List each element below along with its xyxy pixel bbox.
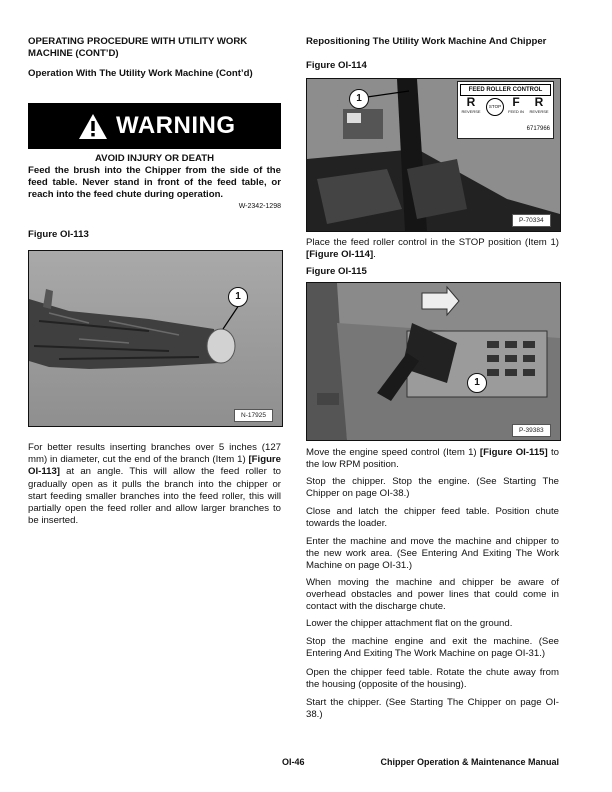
warning-banner [28,103,281,149]
decal-r2-sub: REVERSE [529,109,549,114]
right-section-heading: Repositioning The Utility Work Machine And Chipper [306,36,547,47]
branch-illustration [29,251,282,426]
figure-115-code: P-39383 [512,424,551,437]
decal-stop: STOP [486,98,504,116]
warning-triangle-icon [78,113,108,140]
left-body-text-cont: at an angle. This will allow the feed roller to gradually open as it pulls the branch into the chipper or start feeding smaller branches into the feed roller, this will partially open the feed roller and allow larger branches to be inserted. [28,466,281,527]
decal-reverse-left [460,96,482,114]
figure-113-label: Figure OI-113 [28,229,89,240]
para-close-feed-table: Close and latch the chipper feed table. Position chute towards the loader. [306,506,559,530]
figure-113-code: N-17925 [234,409,273,422]
decal-reverse-right [528,96,550,114]
section-heading: OPERATING PROCEDURE WITH UTILITY WORK MACHINE (CONT’D) [28,36,248,59]
para-open-feed-table: Open the chipper feed table. Rotate the chute away from the housing (opposite of the housing). [306,667,559,691]
para-engine-speed [306,447,559,471]
decal-r1: R [466,95,476,109]
manual-title: Chipper Operation & Maintenance Manual [380,757,559,767]
para-start-chipper: Start the chipper. (See Starting The Chipper on page OI-38.) [306,697,559,721]
warning-code: W-2342-1298 [238,203,281,210]
page-number: OI-46 [282,757,305,767]
para2-end: to the low RPM position. [306,447,560,471]
figure-114-callout: 1 [349,89,369,109]
para-stop-chipper: Stop the chipper. Stop the engine. (See Starting The Chipper on page OI-38.) [306,476,559,500]
feed-roller-decal [457,81,554,139]
figure-115-label: Figure OI-115 [306,266,367,277]
figure-114-reference: [Figure OI-114] [306,249,374,261]
decal-part-number: 6717966 [526,126,550,132]
warning-text: Feed the brush into the Chipper from the side of the feed table. Never stand in front of the feed table, or reach into the feed chute during operation. [28,165,281,201]
figure-114-label: Figure OI-114 [306,60,367,71]
warning-subtitle: AVOID INJURY OR DEATH [94,153,215,164]
para-stop-engine: Stop the machine engine and exit the machine. (See Entering And Exiting The Work Machine on page OI-31.) [306,636,559,660]
engine-speed-control-illustration [307,283,560,440]
figure-115-photo [306,282,561,441]
para2-text: Move the engine speed control (Item 1) [306,447,480,458]
left-body-paragraph [28,442,281,527]
para-move-machine: Enter the machine and move the machine and chipper to the new work area. (See Entering And Exiting The Work Machine on page OI-31.) [306,536,559,572]
figure-115-reference: [Figure OI-115] [479,447,548,458]
para1-text: Place the feed roller control in the STOP position (Item 1) [306,237,559,248]
figure-113-photo [28,250,283,427]
subsection-heading: Operation With The Utility Work Machine (Cont’d) [28,68,253,79]
figure-114-code: P-70334 [512,214,551,227]
para1-end: . [373,249,376,261]
decal-r2: R [534,95,544,109]
left-body-text: For better results inserting branches over 5 inches (127 mm) in diameter, cut the end of the branch (Item 1) [28,442,281,466]
callout-leader [367,87,417,107]
decal-feed-in [505,96,527,114]
figure-115-callout: 1 [467,373,487,393]
figure-113-reference: [Figure OI-113] [28,454,281,478]
decal-f-sub: FEED IN [508,109,524,114]
decal-r1-sub: REVERSE [461,109,481,114]
figure-113-callout: 1 [228,287,248,307]
para-overhead-obstacles: When moving the machine and chipper be aware of overhead obstacles and power lines that could come in contact with the discharge chute. [306,577,559,613]
warning-title: WARNING [116,112,236,139]
decal-title: FEED ROLLER CONTROL [460,84,551,96]
para-feed-roller [306,237,559,261]
para-lower-attachment: Lower the chipper attachment flat on the ground. [306,618,513,629]
figure-114-photo [306,78,561,232]
decal-f: F [512,95,520,109]
